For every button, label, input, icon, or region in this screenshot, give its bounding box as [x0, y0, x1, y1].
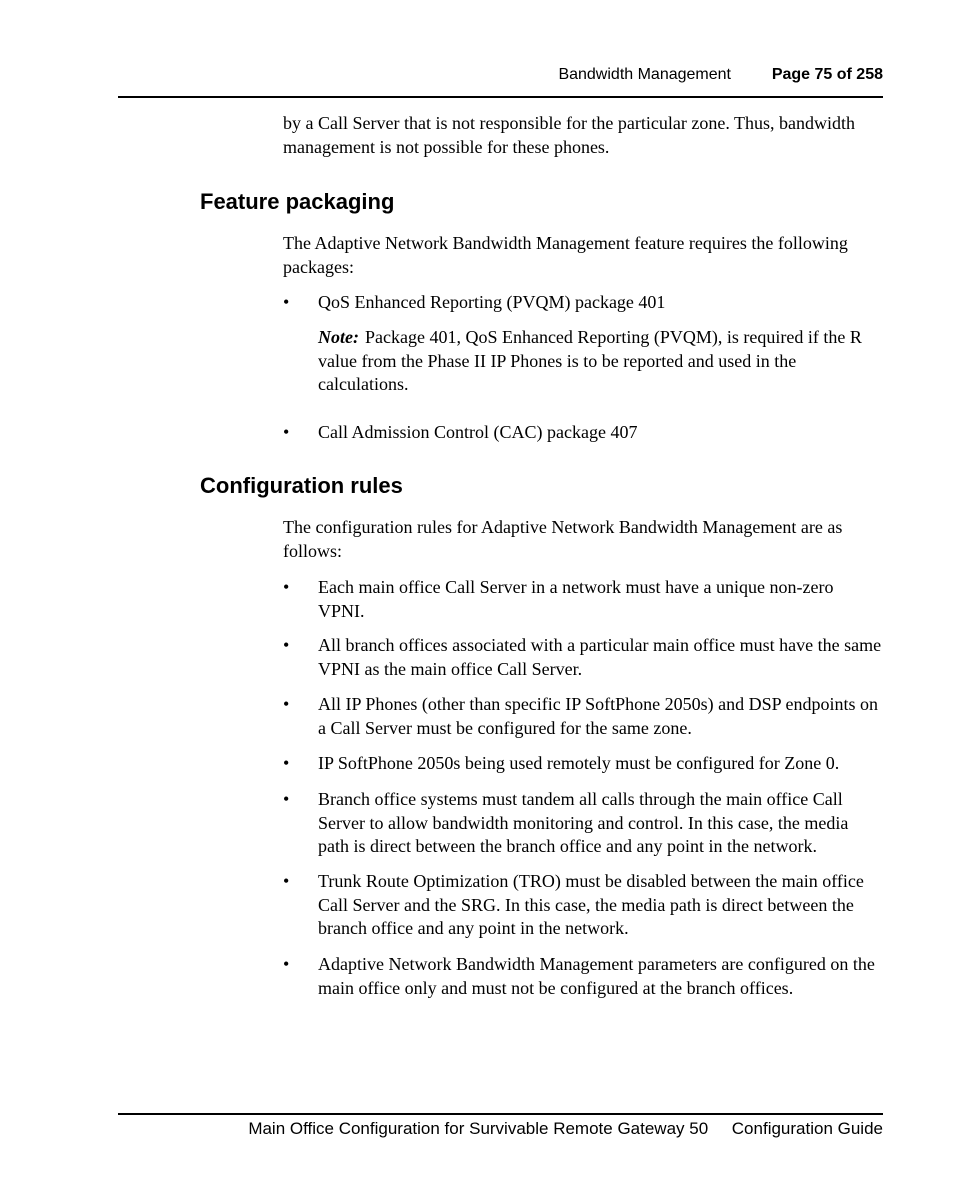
- bullet-marker: •: [283, 635, 290, 655]
- footer-text: Main Office Configuration for Survivable Remote Gateway 50 Configuration Guide: [248, 1119, 883, 1138]
- list-item-text: Each main office Call Server in a network must have a unique non-zero VPNI.: [318, 577, 834, 621]
- bullet-marker: •: [283, 577, 290, 597]
- intro-paragraph: by a Call Server that is not responsible for the particular zone. Thus, bandwidth management is not possible for these phones.: [283, 113, 856, 157]
- header-page-number: Page 75 of 258: [771, 66, 883, 83]
- page-header: [118, 62, 883, 98]
- bullet-marker: •: [283, 954, 290, 974]
- configuration-rules-intro: The configuration rules for Adaptive Network Bandwidth Management are as follows:: [283, 517, 843, 561]
- list-item-text: IP SoftPhone 2050s being used remotely must be configured for Zone 0.: [318, 753, 840, 773]
- note-paragraph: [318, 326, 883, 397]
- feature-packaging-heading: Feature packaging: [200, 189, 395, 214]
- bullet-marker: •: [283, 753, 290, 773]
- header-section-title: Bandwidth Management: [558, 66, 731, 83]
- list-item-text: Adaptive Network Bandwidth Management parameters are configured on the main office only and must not be configured at the branch offices.: [318, 954, 875, 998]
- bullet-marker: •: [283, 871, 290, 891]
- bullet-marker: •: [283, 422, 290, 442]
- list-item-text: All branch offices associated with a particular main office must have the same VPNI as the main office Call Server.: [318, 635, 882, 679]
- list-item-text: Branch office systems must tandem all calls through the main office Call Server to allow bandwidth monitoring and control. In this case, the media path is direct between the branch office and any point in the network.: [318, 789, 849, 856]
- list-item-text: QoS Enhanced Reporting (PVQM) package 401: [318, 292, 666, 312]
- note-text: Package 401, QoS Enhanced Reporting (PVQM), is required if the R value from the Phase II IP Phones is to be reported and used in the calculations.: [318, 327, 862, 394]
- list-item-text: Call Admission Control (CAC) package 407: [318, 422, 638, 442]
- page-footer: [118, 1113, 883, 1138]
- list-item-text: Trunk Route Optimization (TRO) must be disabled between the main office Call Server and the SRG. In this case, the media path is direct between the branch office and any point in the network.: [318, 871, 864, 938]
- bullet-marker: •: [283, 789, 290, 809]
- configuration-rules-heading: Configuration rules: [200, 473, 403, 498]
- list-item-text: All IP Phones (other than specific IP SoftPhone 2050s) and DSP endpoints on a Call Server must be configured for the same zone.: [318, 694, 878, 738]
- bullet-marker: •: [283, 694, 290, 714]
- note-label: Note:: [318, 327, 359, 347]
- feature-packaging-intro: The Adaptive Network Bandwidth Management feature requires the following packages:: [283, 233, 848, 277]
- bullet-marker: •: [283, 292, 290, 312]
